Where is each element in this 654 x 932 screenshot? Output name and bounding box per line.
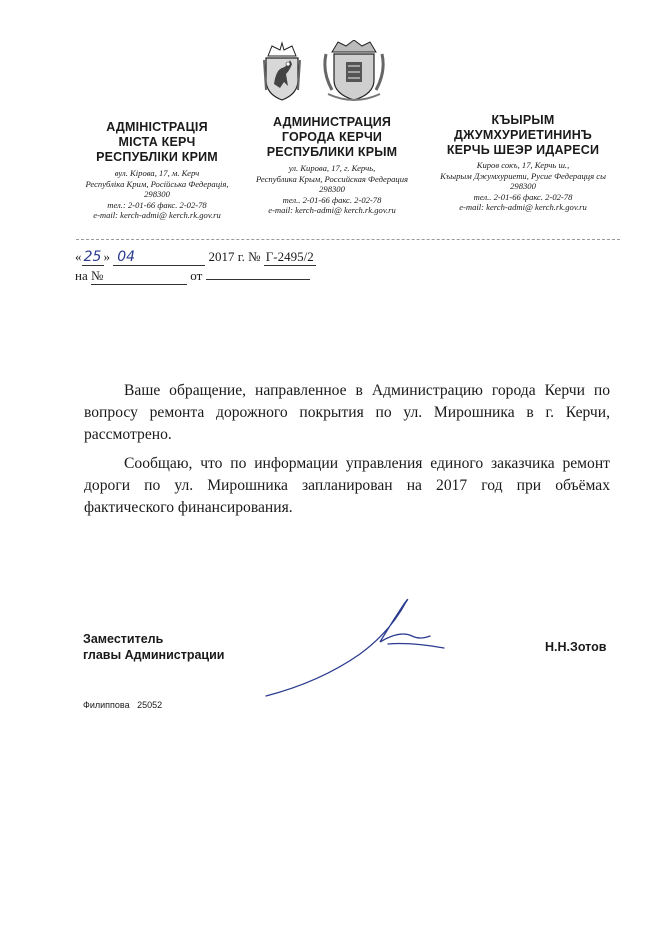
kerch-coat-of-arms-icon bbox=[325, 40, 383, 100]
header-crimean-tatar bbox=[428, 113, 618, 213]
registration-number: Г-2495/2 bbox=[265, 249, 314, 264]
russian-title-line: АДМИНИСТРАЦИЯ bbox=[272, 115, 392, 129]
crimean-tatar-address-line: Киров сокъ, 17, Керчь ш., bbox=[476, 160, 570, 170]
russian-title-line: РЕСПУБЛИКИ КРЫМ bbox=[266, 145, 398, 159]
russian-address-line: 298300 bbox=[319, 184, 345, 194]
ukrainian-title-line: РЕСПУБЛІКИ КРИМ bbox=[96, 150, 218, 164]
header-ukrainian bbox=[72, 120, 242, 221]
russian-address-line: Республика Крым, Российская Федерация bbox=[255, 173, 409, 184]
reference-date-blank bbox=[206, 279, 310, 280]
handwritten-signature bbox=[260, 592, 460, 702]
signatory-name: Н.Н.Зотов bbox=[545, 640, 607, 654]
russian-phone-line: тел.. 2-01-66 факс. 2-02-78 bbox=[282, 194, 382, 205]
registration-date-line bbox=[75, 249, 316, 266]
ukrainian-email-line: e-mail: kerch-admi@ kerch.rk.gov.ru bbox=[93, 210, 221, 220]
registration-reference-line bbox=[75, 268, 310, 285]
executor-name: Филиппова bbox=[83, 700, 130, 710]
no-label: № bbox=[90, 268, 104, 283]
position-line: Заместитель bbox=[83, 632, 164, 646]
ukrainian-title-line: МІСТА КЕРЧ bbox=[118, 135, 196, 149]
date-close-quote: » bbox=[103, 249, 110, 264]
ukrainian-address-line: 298300 bbox=[144, 189, 170, 199]
ukrainian-phone-line: тел.: 2-01-66 факс. 2-02-78 bbox=[107, 199, 207, 210]
header-divider bbox=[76, 239, 620, 240]
crimean-tatar-phone-line: тел.. 2-01-66 факс. 2-02-78 bbox=[473, 191, 573, 202]
ukrainian-address-line: вул. Кірова, 17, м. Керч bbox=[114, 168, 200, 178]
russian-email-line: e-mail: kerch-admi@ kerch.rk.gov.ru bbox=[268, 205, 396, 215]
executor-phone: 25052 bbox=[137, 700, 163, 710]
on-label: на bbox=[75, 268, 88, 283]
date-month-handwritten: 04 bbox=[113, 249, 205, 266]
ukrainian-address-line: Республіка Крим, Російська Федерація, bbox=[85, 178, 229, 189]
position-line: главы Администрации bbox=[83, 648, 225, 662]
russian-address-line: ул. Кирова, 17, г. Керчь, bbox=[288, 163, 376, 173]
crimean-tatar-email-line: e-mail: kerch-admi@ kerch.rk.gov.ru bbox=[459, 202, 587, 212]
body-paragraph: Сообщаю, что по информации управления единого заказчика ремонт дороги по ул. Мирошника запланирован на 2017 год при объёмах фактического финансирования. bbox=[84, 455, 610, 516]
crimean-tatar-title-line: КЕРЧЬ ШЕЭР ИДАРЕСИ bbox=[446, 143, 600, 157]
letter-body bbox=[84, 380, 610, 526]
coat-of-arms-group bbox=[262, 40, 387, 102]
date-open-quote: « bbox=[75, 249, 82, 264]
executor-line bbox=[83, 700, 162, 710]
signatory-position bbox=[83, 631, 224, 663]
body-paragraph: Ваше обращение, направленное в Администрацию города Керчи по вопросу ремонта дорожного покрытия по ул. Мирошника в г. Керчи, рассмотрено. bbox=[84, 382, 610, 443]
crimean-tatar-title-line: КЪЫРЫМ bbox=[491, 113, 555, 127]
date-year-label: 2017 г. № bbox=[208, 249, 261, 264]
crimean-tatar-address-line: Къырым Джумхуриети, Русие Федерацця сы bbox=[440, 170, 606, 181]
crimean-tatar-address-line: 298300 bbox=[510, 181, 536, 191]
header-russian bbox=[252, 115, 412, 216]
crimea-coat-of-arms-icon bbox=[264, 43, 300, 100]
ukrainian-title-line: АДМІНІСТРАЦІЯ bbox=[106, 120, 208, 134]
from-label: от bbox=[190, 268, 203, 283]
crimean-tatar-title-line: ДЖУМХУРИЕТИНИНЪ bbox=[453, 128, 592, 142]
date-day-handwritten: 25 bbox=[82, 249, 104, 266]
russian-title-line: ГОРОДА КЕРЧИ bbox=[281, 130, 383, 144]
